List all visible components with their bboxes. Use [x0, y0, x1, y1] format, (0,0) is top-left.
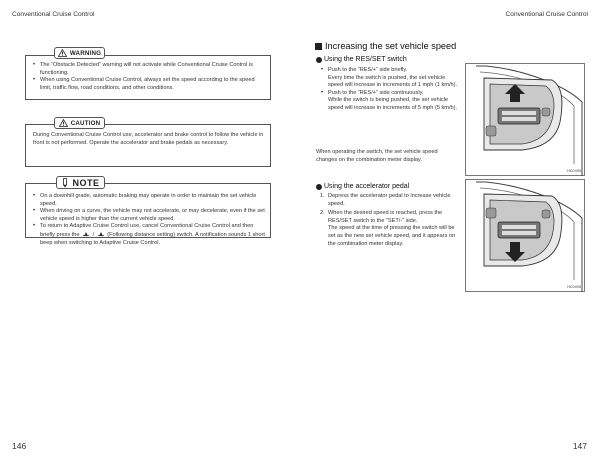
bullet-dot-icon	[316, 184, 322, 190]
step-number: 2.	[320, 210, 325, 217]
warning-box	[25, 55, 271, 100]
warning-label-text: WARNING	[69, 49, 102, 57]
note-box	[25, 183, 271, 246]
warning-triangle-icon	[58, 49, 67, 57]
res-set-figure	[465, 63, 585, 176]
caution-label-text: CAUTION	[70, 119, 101, 127]
res-set-item: • Push to the “RES/+” side continuously.	[321, 90, 461, 98]
accelerator-step	[320, 225, 461, 248]
accelerator-heading-text: Using the accelerator pedal	[324, 183, 410, 190]
note-label	[56, 176, 105, 189]
caution-text: During Conventional Cruise Control use, accelerator and brake control to follow the vehicle in front is not performed. Operate the accelerator and brake pedals as necessary.	[33, 132, 264, 146]
left-page-number: 146	[12, 441, 27, 451]
note-item-text: (Following distance setting) switch. A notification sounds 1 short beep when switching to Adaptive Cruise Control.	[40, 231, 265, 246]
caution-label	[54, 117, 105, 129]
warning-item: • When using Conventional Cruise Control, always set the speed according to the speed limit, traffic flow, road conditions, and other conditions.	[33, 77, 265, 92]
res-set-detail: Every time the switch is pushed, the set vehicle speed will increase in increments of 1 mph (1 km/h).	[328, 74, 458, 89]
res-set-after-text: When operating the switch, the set vehicle speed changes on the combination meter display.	[316, 149, 438, 163]
note-slash: /	[92, 231, 95, 238]
following-distance-icon	[97, 231, 105, 237]
note-pen-icon	[61, 178, 69, 188]
accelerator-figure	[465, 179, 585, 292]
left-page-header: Conventional Cruise Control	[12, 11, 95, 18]
note-item	[33, 223, 267, 247]
caution-triangle-icon	[59, 119, 68, 127]
caution-box	[25, 124, 271, 167]
section-title	[315, 41, 456, 51]
warning-item: • The “Obstacle Detected” warning will not activate while Conventional Cruise Control is functioning.	[33, 62, 265, 77]
step-text: Depress the accelerator pedal to increase vehicle speed.	[328, 193, 451, 207]
res-set-content	[321, 67, 461, 113]
section-square-icon	[315, 43, 322, 50]
following-distance-icon	[82, 231, 90, 237]
bullet-dot-icon	[316, 57, 322, 63]
res-set-heading-text: Using the RES/SET switch	[324, 56, 407, 63]
figure-code: HC0499	[567, 169, 581, 173]
right-page-header: Conventional Cruise Control	[505, 11, 588, 18]
section-title-text: Increasing the set vehicle speed	[325, 41, 457, 51]
accelerator-heading	[316, 183, 409, 190]
note-item: • On a downhill grade, automatic braking may operate in order to maintain the set vehicle speed.	[33, 193, 267, 208]
steering-switch-up-illustration	[466, 64, 586, 177]
note-item: • When driving on a curve, the vehicle may not accelerate, or may decelerate, even if the set vehicle speed is higher than the current vehicle speed.	[33, 208, 267, 223]
step-text: When the desired speed is reached, press the RES/SET switch to the “SET/-” side.	[328, 210, 443, 224]
step-number	[320, 225, 328, 248]
res-set-heading	[316, 56, 407, 63]
accelerator-steps	[320, 193, 461, 248]
right-page-number: 147	[572, 441, 587, 451]
step-number: 1.	[320, 193, 325, 199]
note-label-text: NOTE	[72, 177, 100, 188]
steering-switch-down-illustration	[466, 180, 586, 293]
step-text: The speed at the time of pressing the switch will be set as the new set vehicle speed, and it appears on the combination meter display.	[328, 225, 456, 247]
figure-code: HC0495	[567, 285, 581, 289]
accelerator-step	[320, 210, 461, 225]
accelerator-step	[320, 193, 461, 208]
res-set-item: • Push to the “RES/+” side briefly.	[321, 67, 461, 75]
res-set-detail: While the switch is being pushed, the set vehicle speed will increase in increments of 5 mph (5 km/h).	[328, 97, 458, 111]
note-item-text: To return to Adaptive Cruise Control use, cancel Conventional Cruise Control and then briefly press the	[40, 223, 254, 238]
warning-label	[54, 47, 105, 59]
